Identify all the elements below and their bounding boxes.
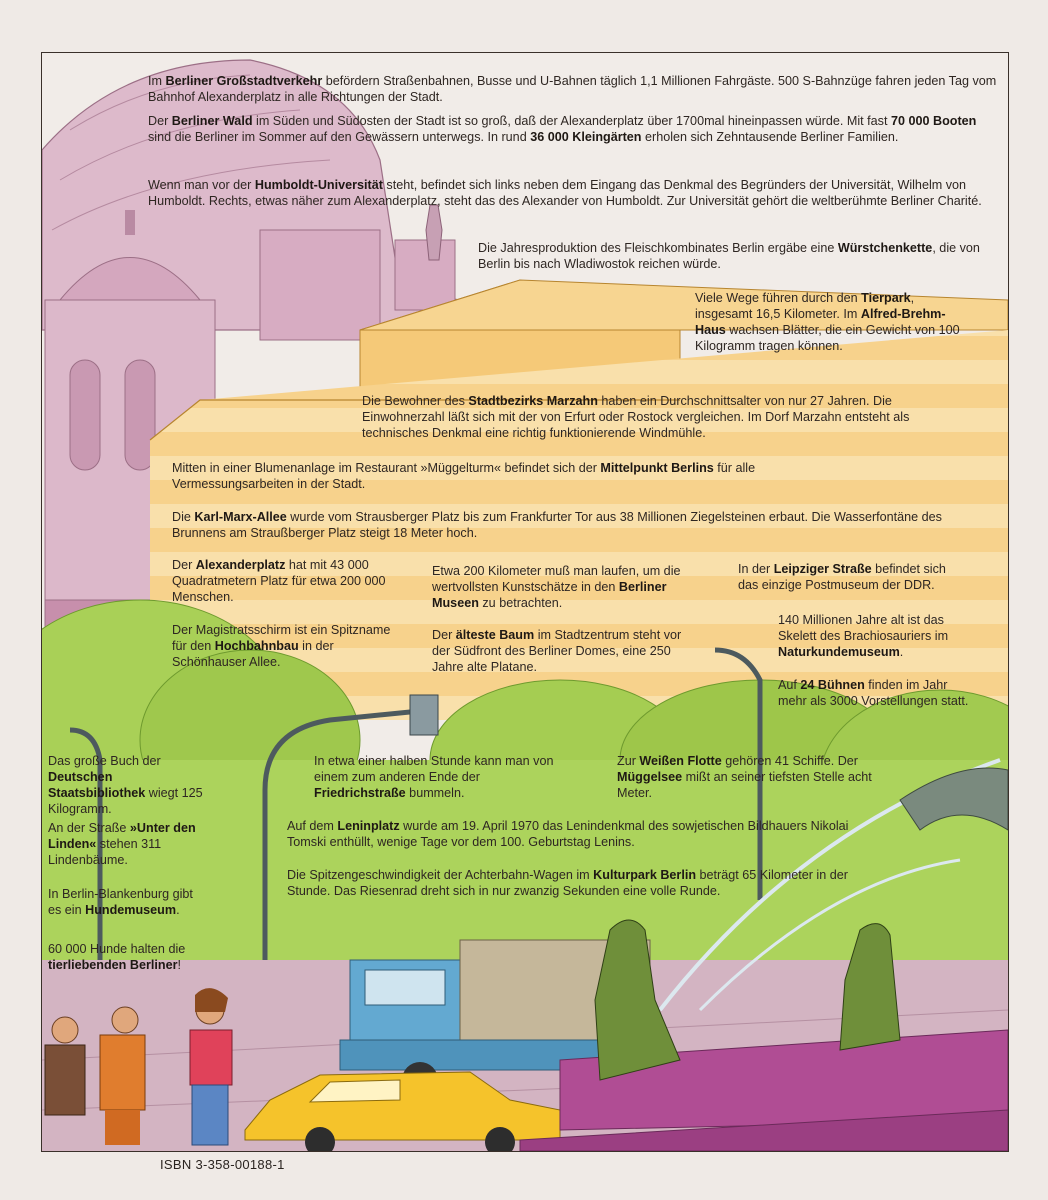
text-run: Der (432, 628, 456, 642)
bold-term: Leipziger Straße (773, 562, 872, 576)
fact-friedrichstrasse (314, 753, 564, 801)
text-run: zu betrachten. (478, 596, 563, 610)
bold-term: Kulturpark Berlin (593, 868, 697, 882)
text-run: mißt an seiner tiefsten Stelle acht Meter. (617, 770, 872, 800)
text-run: . (176, 903, 180, 917)
bold-term: Naturkundemuseum (778, 645, 900, 659)
text-run: im Süden und Südosten der Stadt ist so groß, daß der Alexanderplatz über 1700mal hineinpassen würde. Mit fast (252, 114, 891, 128)
bold-term: Weißen Flotte (639, 754, 722, 768)
text-run: An der Straße (48, 821, 130, 835)
bold-term: Mittelpunkt Berlins (600, 461, 714, 475)
bold-term: Hundemuseum (85, 903, 177, 917)
text-run: Das große Buch der (48, 754, 161, 768)
bold-term: Leninplatz (337, 819, 400, 833)
bold-term: Alexanderplatz (195, 558, 286, 572)
fact-karl-marx-allee (172, 509, 962, 541)
fact-weisse-flotte (617, 753, 877, 801)
text-run: 60 000 Hunde halten die (48, 942, 186, 956)
fact-hochbahnbau (172, 622, 404, 670)
text-run: wachsen Blätter, die ein Gewicht von 100 Kilogramm tragen können. (695, 323, 960, 353)
bold-term: 36 000 Kleingärten (530, 130, 642, 144)
text-run: erholen sich Zehntausende Berliner Familien. (641, 130, 899, 144)
bold-term: Karl-Marx-Allee (194, 510, 287, 524)
fact-berliner-wald (148, 113, 998, 145)
fact-buehnen (778, 677, 978, 709)
text-run: wiegt 125 Kilogramm. (48, 786, 203, 816)
bold-term: 24 Bühnen (800, 678, 865, 692)
bold-term: Tierpark (861, 291, 911, 305)
bold-term: Stadtbezirks Marzahn (468, 394, 598, 408)
text-run: Die Spitzengeschwindigkeit der Achterbahn-Wagen im (287, 868, 594, 882)
fact-tierpark (695, 290, 967, 354)
fact-wuerstchenkette (478, 240, 993, 272)
text-run: Der (148, 114, 172, 128)
text-run: In der (738, 562, 774, 576)
fact-marzahn (362, 393, 962, 441)
text-run: Die (172, 510, 195, 524)
text-run: , insgesamt 16,5 Kilometer. Im (695, 291, 915, 321)
text-run: Die Bewohner des (362, 394, 469, 408)
text-run: In Berlin-Blankenburg gibt es ein (48, 887, 193, 917)
text-run: für alle Vermessungsarbeiten in der Stadt. (172, 461, 756, 491)
bold-term: Berliner Wald (171, 114, 253, 128)
text-run: Etwa 200 Kilometer muß man laufen, um die wertvollsten Kunstschätze in den (432, 564, 681, 594)
fact-kulturpark (287, 867, 887, 899)
text-run: Der Magistratsschirm ist ein Spitzname für den (172, 623, 391, 653)
text-run: Viele Wege führen durch den (695, 291, 862, 305)
text-run: ! (177, 958, 181, 972)
bold-term: Deutschen Staatsbibliothek (48, 770, 146, 800)
bold-term: »Unter den Linden« (48, 821, 196, 851)
text-run: Zur (617, 754, 640, 768)
fact-hundemuseum (48, 886, 208, 918)
fact-grossstadtverkehr (148, 73, 998, 105)
text-run: Wenn man vor der (148, 178, 255, 192)
text-run: im Stadtzentrum steht vor der Südfront des Berliner Domes, eine 250 Jahre alte Platane. (432, 628, 682, 674)
text-run: finden im Jahr mehr als 3000 Vorstellungen statt. (778, 678, 969, 708)
text-run: Im (148, 74, 166, 88)
text-run: steht, befindet sich links neben dem Eingang das Denkmal des Begründers der Universität, Wilhelm von Humboldt. Rechts, etwas näher zum Alexanderplatz, steht das des Alexander von Humboldt. Zur Universität gehört die weltberühmte Berliner Charité. (148, 178, 982, 208)
isbn-number: ISBN 3-358-00188-1 (160, 1157, 285, 1172)
text-run: haben ein Durchschnittsalter von nur 27 Jahren. Die Einwohnerzahl läßt sich mit der von Erfurt oder Rostock vergleichen. Im Dorf Marzahn entsteht als technisches Denkmal eine richtig funktionierende Windmühle. (362, 394, 910, 440)
text-run: beträgt 65 Kilometer in der Stunde. Das Riesenrad dreht sich in nur zwanzig Sekunden eine volle Runde. (287, 868, 848, 898)
fact-tierliebende-berliner (48, 941, 208, 973)
bold-term: Alfred-Brehm-Haus (695, 307, 946, 337)
bold-term: Berliner Großstadtverkehr (165, 74, 323, 88)
text-run: Die Jahresproduktion des Fleischkombinates Berlin ergäbe eine (478, 241, 838, 255)
fact-aeltester-baum (432, 627, 702, 675)
bold-term: Friedrichstraße (314, 786, 406, 800)
fact-mittelpunkt-berlins (172, 460, 832, 492)
fact-humboldt-universitaet (148, 177, 998, 209)
bold-term: Müggelsee (617, 770, 683, 784)
fact-staatsbibliothek (48, 753, 208, 817)
text-run: Mitten in einer Blumenanlage im Restaurant »Müggelturm« befindet sich der (172, 461, 601, 475)
fact-leipziger-strasse (738, 561, 963, 593)
fact-berliner-museen (432, 563, 702, 611)
text-run: Auf dem (287, 819, 338, 833)
bold-term: Humboldt-Universität (254, 178, 383, 192)
fact-naturkundemuseum (778, 612, 978, 660)
text-run: Der (172, 558, 196, 572)
text-run: 140 Millionen Jahre alt ist das Skelett des Brachiosauriers im (778, 613, 949, 643)
text-run: hat mit 43 000 Quadratmetern Platz für etwa 200 000 Menschen. (172, 558, 386, 604)
fact-alexanderplatz (172, 557, 404, 605)
bold-term: 70 000 Booten (890, 114, 977, 128)
bold-term: Berliner Museen (432, 580, 667, 610)
fact-unter-den-linden (48, 820, 208, 868)
text-run: , die von Berlin bis nach Wladiwostok reichen würde. (478, 241, 980, 271)
text-run: befindet sich das einzige Postmuseum der DDR. (738, 562, 946, 592)
text-run: stehen 311 Lindenbäume. (48, 837, 162, 867)
text-run: Auf (778, 678, 801, 692)
bold-term: Würstchenkette (837, 241, 933, 255)
text-run: gehören 41 Schiffe. Der (721, 754, 859, 768)
fact-leninplatz (287, 818, 877, 850)
text-run: wurde am 19. April 1970 das Lenindenkmal des sowjetischen Bildhauers Nikolai Tomski enthüllt, wenige Tage vor dem 100. Geburtstag Lenins. (287, 819, 849, 849)
text-run: bummeln. (405, 786, 465, 800)
text-run: In etwa einer halben Stunde kann man von einem zum anderen Ende der (314, 754, 554, 784)
text-run: befördern Straßenbahnen, Busse und U-Bahnen täglich 1,1 Millionen Fahrgäste. 500 S-Bahnzüge fahren jeden Tag vom Bahnhof Alexanderplatz in alle Richtungen der Stadt. (148, 74, 997, 104)
bold-term: älteste Baum (455, 628, 535, 642)
bold-term: Hochbahnbau (214, 639, 299, 653)
bold-term: tierliebenden Berliner (48, 958, 178, 972)
text-run: in der Schönhauser Allee. (172, 639, 334, 669)
text-run: . (899, 645, 904, 659)
text-run: wurde vom Strausberger Platz bis zum Frankfurter Tor aus 38 Millionen Ziegelsteinen erbaut. Die Wasserfontäne des Brunnens am Straußberger Platz steigt 18 Meter hoch. (172, 510, 942, 540)
text-run: sind die Berliner im Sommer auf den Gewässern unterwegs. In rund (148, 130, 531, 144)
